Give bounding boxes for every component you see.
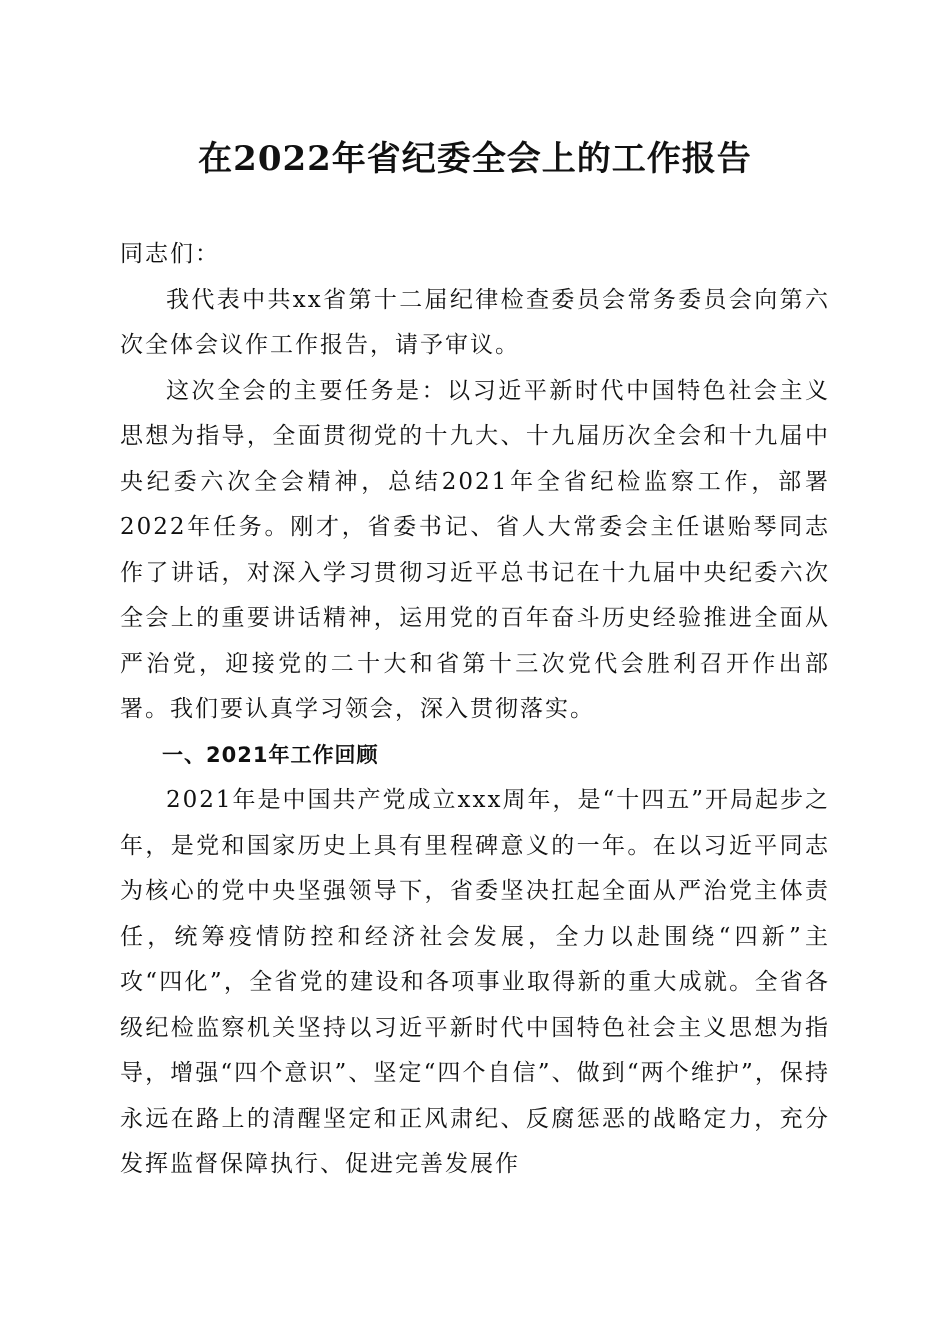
document-body xyxy=(120,232,830,1188)
salutation: 同志们： xyxy=(120,241,220,267)
paragraph-review: 2021年是中国共产党成立xxx周年，是“十四五”开局起步之年，是党和国家历史上具有里程碑意义的一年。在以习近平同志为核心的党中央坚强领导下，省委坚决扛起全面从严治党主体责任，统筹疫情防控和经济社会发展，全力以赴围绕“四新”主攻“四化”，全省党的建设和各项事业取得新的重大成就。全省各级纪检监察机关坚持以习近平新时代中国特色社会主义思想为指导，增强“四个意识”、坚定“四个自信”、做到“两个维护”，保持永远在路上的清醒坚定和正风肃纪、反腐惩恶的战略定力，充分发挥监督保障执行、促进完善发展作 xyxy=(120,787,830,1177)
paragraph-main-tasks: 这次全会的主要任务是：以习近平新时代中国特色社会主义思想为指导，全面贯彻党的十九大、十九届历次全会和十九届中央纪委六次全会精神，总结2021年全省纪检监察工作，部署2022年任务。刚才，省委书记、省人大常委会主任谌贻琴同志作了讲话，对深入学习贯彻习近平总书记在十九届中央纪委六次全会上的重要讲话精神，运用党的百年奋斗历史经验推进全面从严治党，迎接党的二十大和省第十三次党代会胜利召开作出部署。我们要认真学习领会，深入贯彻落实。 xyxy=(120,377,830,722)
paragraph-intro: 我代表中共xx省第十二届纪律检查委员会常务委员会向第六次全体会议作工作报告，请予审议。 xyxy=(120,286,830,358)
section-heading: 一、2021年工作回顾 xyxy=(162,742,379,767)
document-title: 在2022年省纪委全会上的工作报告 xyxy=(198,139,752,179)
